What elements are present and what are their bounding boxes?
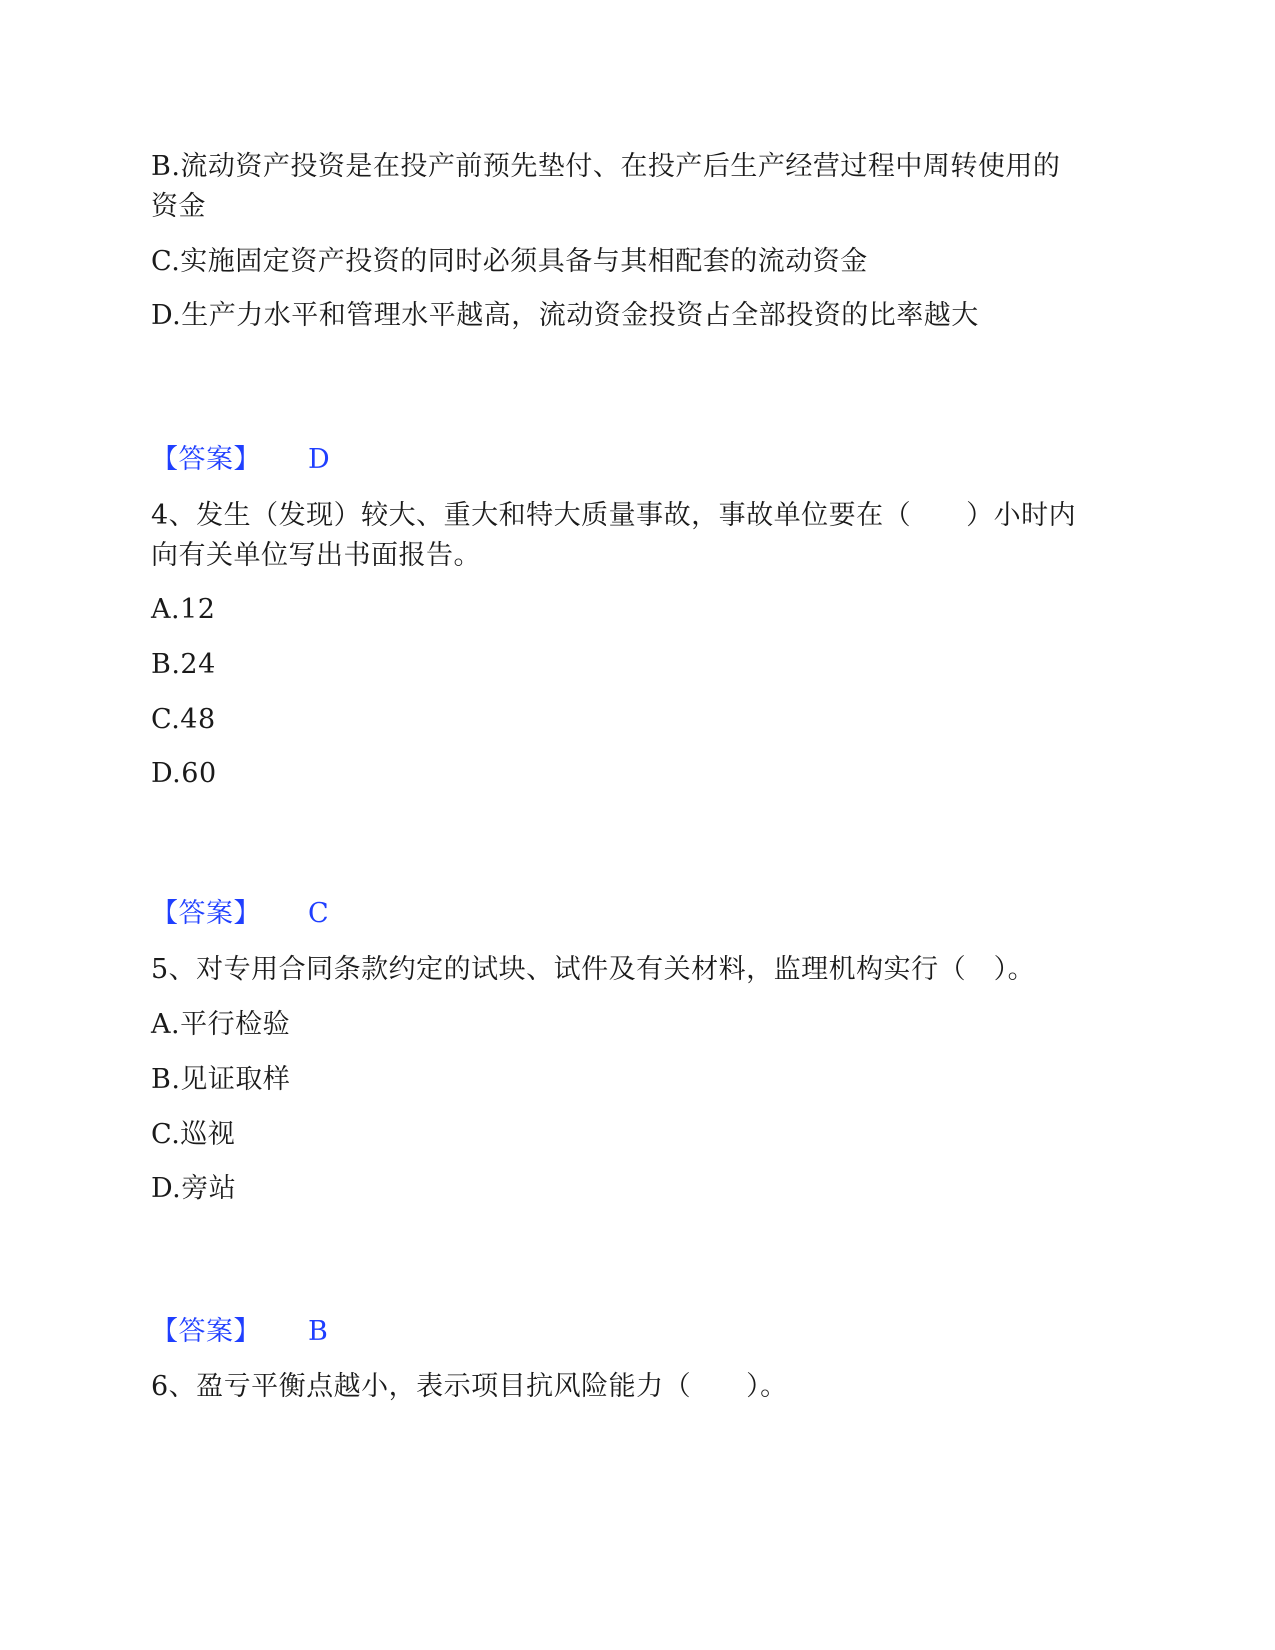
q4-answer-row (151, 897, 330, 931)
q5-option-d: D.旁站 (151, 1173, 237, 1204)
q4-option-d: D.60 (151, 758, 217, 789)
answer-value: D (308, 444, 331, 475)
q5-option-a: A.平行检验 (151, 1009, 291, 1040)
q4-option-b: B.24 (151, 649, 216, 680)
q3-option-c: C.实施固定资产投资的同时必须具备与其相配套的流动资金 (151, 246, 868, 277)
answer-label: 【答案】 (151, 444, 261, 475)
q3-answer-row (151, 443, 331, 477)
q4-stem-line1: 4、发生（发现）较大、重大和特大质量事故，事故单位要在（ ）小时内 (151, 500, 1077, 531)
q6-stem: 6、盈亏平衡点越小，表示项目抗风险能力（ ）。 (151, 1371, 788, 1402)
q5-option-b: B.见证取样 (151, 1064, 291, 1095)
q4-option-c: C.48 (151, 704, 216, 735)
q5-answer-row (151, 1315, 329, 1349)
answer-label: 【答案】 (151, 1316, 261, 1347)
q4-option-a: A.12 (151, 594, 216, 625)
q3-option-d: D.生产力水平和管理水平越高，流动资金投资占全部投资的比率越大 (151, 300, 979, 331)
answer-label: 【答案】 (151, 898, 261, 929)
q3-option-b-line1: B.流动资产投资是在投产前预先垫付、在投产后生产经营过程中周转使用的 (151, 151, 1061, 182)
q3-option-b-line2: 资金 (151, 191, 206, 222)
q5-option-c: C.巡视 (151, 1119, 236, 1150)
answer-value: B (308, 1316, 329, 1347)
q5-stem: 5、对专用合同条款约定的试块、试件及有关材料，监理机构实行（ ）。 (151, 954, 1036, 985)
answer-value: C (308, 898, 330, 929)
q4-stem-line2: 向有关单位写出书面报告。 (151, 540, 481, 571)
